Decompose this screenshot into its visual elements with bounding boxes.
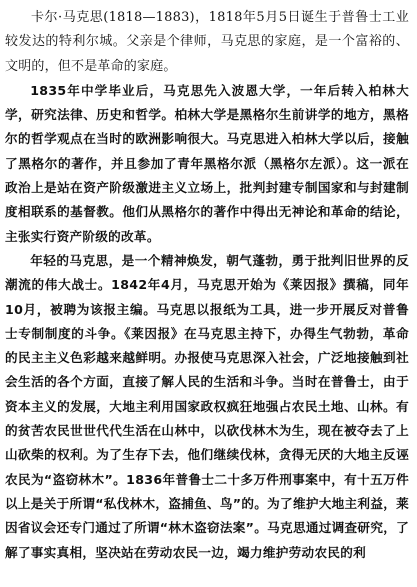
paragraph-intro: 卡尔·马克思(1818—1883)，1818年5月5日诞生于普鲁士工业较发达的特利尔城。父亲是个律师，马克思的家庭，是一个富裕的、文明的，但不是革命的家庭。 (5, 10, 409, 74)
paragraph-rheinische-zeitung: 年轻的马克思，是一个精神焕发，朝气蓬勃，勇于批判旧世界的反潮流的伟大战士。1842年4月，马克思开始为《莱因报》撰稿，同年10月，被聘为该报主编。马克思以报纸为工具，进一步开展反对普鲁士专制制度的斗争。《莱因报》在马克思主持下，办得生气勃勃，革命的民主主义色彩越来越鲜明。办报使马克思深入社会，广泛地接触到社会生活的各个方面，直接了解人民的生活和斗争。当时在普鲁士，由于资本主义的发展，大地主利用国家政权疯狂地强占农民土地、山林。有的贫苦农民世世代代生活在山林中，以砍伐林木为生，现在被夺去了上山砍柴的权利。为了生存下去，他们继续伐林，贪得无厌的大地主反诬农民为“盗窃林木”。1836年普鲁士二十多万件刑事案中，有十五万件以上是关于所谓“私伐林木，盗捕鱼、鸟”的。为了维护大地主利益，莱因省议会还专门通过了所谓“林木盗窃法案”。马克思通过调查研究，了解了事实真相，坚决站在劳动农民一边，竭力维护劳动农民的利 (5, 252, 409, 560)
paragraph-university: 1835年中学毕业后，马克思先入波恩大学，一年后转入柏林大学，研究法律、历史和哲学。柏林大学是黑格尔生前讲学的地方，黑格尔的哲学观点在当时的欧洲影响很大。马克思进入柏林大学以后，接触了黑格尔的著作，并且参加了青年黑格尔派（黑格尔左派）。这一派在政治上是站在资产阶级激进主义立场上，批判封建专制国家和与封建制度相联系的基督教。他们从黑格尔的著作中得出无神论和革命的结论，主张实行资产阶级的改革。 (5, 82, 409, 244)
